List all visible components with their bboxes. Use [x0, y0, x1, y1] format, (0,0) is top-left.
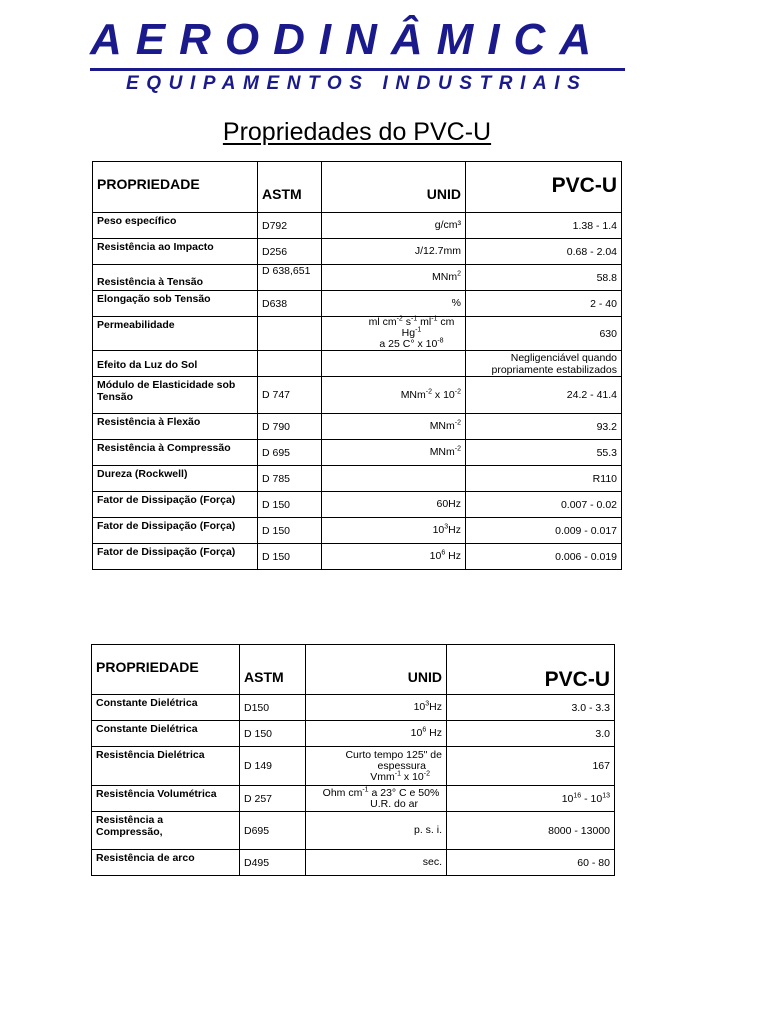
table-row — [92, 721, 615, 747]
prop-cell: Resistência à Tensão — [93, 265, 258, 291]
unid-cell: MNm$^{-2}$ — [322, 440, 466, 466]
prop-cell: Fator de Dissipação (Força) — [93, 518, 258, 544]
brand-rule — [90, 68, 625, 71]
unid-cell: ml $cm^{-2}$ $s^{-1}$ $ml^{-1}$ cm $Hg^{-1}$ a 25 C° x $10^{-8}$ — [322, 317, 466, 351]
value-cell: 0.009 - 0.017 — [466, 518, 622, 544]
astm-cell — [258, 351, 322, 377]
table-row — [93, 544, 622, 570]
prop-cell: Resistência de arco — [92, 850, 240, 876]
prop-cell: Fator de Dissipação (Força) — [93, 544, 258, 570]
table-row — [93, 265, 622, 291]
value-cell: 8000 - 13000 — [447, 812, 615, 850]
astm-cell: D256 — [258, 239, 322, 265]
unid-cell: 60Hz — [322, 492, 466, 518]
header-astm: ASTM — [258, 162, 322, 213]
prop-cell: Resistência a Compressão, — [92, 812, 240, 850]
astm-cell: D 150 — [258, 518, 322, 544]
astm-cell: D 695 — [258, 440, 322, 466]
table-header-row — [92, 645, 615, 695]
astm-cell: D 150 — [258, 492, 322, 518]
properties-table-1 — [92, 161, 622, 570]
prop-cell: Elongação sob Tensão — [93, 291, 258, 317]
value-cell: 0.006 - 0.019 — [466, 544, 622, 570]
astm-cell: D695 — [240, 812, 306, 850]
table-header-row — [93, 162, 622, 213]
value-cell: 2 - 40 — [466, 291, 622, 317]
unid-cell: p. s. i. — [306, 812, 447, 850]
value-cell: 1.38 - 1.4 — [466, 213, 622, 239]
value-cell: 0.007 - 0.02 — [466, 492, 622, 518]
table-row — [93, 377, 622, 414]
table-row — [92, 695, 615, 721]
value-cell: R110 — [466, 466, 622, 492]
table-row — [93, 239, 622, 265]
astm-cell: D495 — [240, 850, 306, 876]
value-cell: 167 — [447, 747, 615, 786]
table-row — [92, 786, 615, 812]
prop-cell: Resistência ao Impacto — [93, 239, 258, 265]
properties-table-2 — [91, 644, 615, 876]
table-row — [93, 440, 622, 466]
prop-cell: Peso específico — [93, 213, 258, 239]
astm-cell: D638 — [258, 291, 322, 317]
astm-cell: D 785 — [258, 466, 322, 492]
unid-cell: $10^3Hz$ — [322, 518, 466, 544]
unid-cell: $10^6$ Hz — [322, 544, 466, 570]
unid-cell: J/12.7mm — [322, 239, 466, 265]
prop-cell: Dureza (Rockwell) — [93, 466, 258, 492]
astm-cell: D 150 — [240, 721, 306, 747]
prop-cell: Permeabilidade — [93, 317, 258, 351]
unid-cell: MNm$^{-2}$ — [322, 414, 466, 440]
value-cell: 55.3 — [466, 440, 622, 466]
brand-title: AERODINÂMICA — [90, 15, 606, 64]
header-unid: UNID — [322, 162, 466, 213]
unid-cell: $10^3Hz$ — [306, 695, 447, 721]
prop-cell: Módulo de Elasticidade sob Tensão — [93, 377, 258, 414]
astm-cell: D 638,651 — [258, 265, 322, 291]
prop-cell: Resistência Volumétrica — [92, 786, 240, 812]
value-cell: $10^{16} - 10^{13}$ — [447, 786, 615, 812]
prop-cell: Constante Dielétrica — [92, 721, 240, 747]
astm-cell — [258, 317, 322, 351]
unid-cell: % — [322, 291, 466, 317]
unid-cell: MNm$^2$ — [322, 265, 466, 291]
table-row — [93, 351, 622, 377]
value-cell: 58.8 — [466, 265, 622, 291]
header-pvcu: PVC-U — [447, 645, 615, 695]
brand-subtitle: EQUIPAMENTOS INDUSTRIAIS — [126, 73, 588, 94]
unid-cell: Curto tempo 125" de espessura Vmm$^{-1}$ x $10^{-2}$ — [306, 747, 447, 786]
unid-cell: Ohm $cm^{-1}$ a 23° C e 50% U.R. do ar — [306, 786, 447, 812]
page-title — [0, 118, 714, 147]
unid-cell: sec. — [306, 850, 447, 876]
astm-cell: D 257 — [240, 786, 306, 812]
header-propriedade: PROPRIEDADE — [92, 645, 240, 695]
value-cell: 60 - 80 — [447, 850, 615, 876]
table-row — [93, 213, 622, 239]
astm-cell: D150 — [240, 695, 306, 721]
unid-cell: $10^6$ Hz — [306, 721, 447, 747]
astm-cell: D 747 — [258, 377, 322, 414]
header-propriedade: PROPRIEDADE — [93, 162, 258, 213]
value-cell: 93.2 — [466, 414, 622, 440]
prop-cell: Fator de Dissipação (Força) — [93, 492, 258, 518]
astm-cell: D792 — [258, 213, 322, 239]
table-row — [93, 291, 622, 317]
prop-cell: Resistência à Compressão — [93, 440, 258, 466]
value-cell: 3.0 — [447, 721, 615, 747]
table-row — [93, 466, 622, 492]
brand-header — [90, 14, 625, 95]
value-cell: 3.0 - 3.3 — [447, 695, 615, 721]
prop-cell: Constante Dielétrica — [92, 695, 240, 721]
table-row — [93, 518, 622, 544]
unid-cell: MNm$^{-2}$ x $10^{-2}$ — [322, 377, 466, 414]
unid-cell — [322, 466, 466, 492]
header-pvcu: PVC-U — [466, 162, 622, 213]
value-cell: 0.68 - 2.04 — [466, 239, 622, 265]
unid-cell — [322, 351, 466, 377]
table-row — [93, 414, 622, 440]
astm-cell: D 150 — [258, 544, 322, 570]
prop-cell: Efeito da Luz do Sol — [93, 351, 258, 377]
astm-cell: D 790 — [258, 414, 322, 440]
table-row — [92, 850, 615, 876]
prop-cell: Resistência à Flexão — [93, 414, 258, 440]
value-cell: Negligenciável quando propriamente estabilizados — [466, 351, 622, 377]
header-astm: ASTM — [240, 645, 306, 695]
table-row — [93, 492, 622, 518]
astm-cell: D 149 — [240, 747, 306, 786]
value-cell: 630 — [466, 317, 622, 351]
table-row — [92, 747, 615, 786]
value-cell: 24.2 - 41.4 — [466, 377, 622, 414]
prop-cell: Resistência Dielétrica — [92, 747, 240, 786]
table-row — [93, 317, 622, 351]
header-unid: UNID — [306, 645, 447, 695]
unid-cell: g/cm³ — [322, 213, 466, 239]
table-row — [92, 812, 615, 850]
page-title-text: Propriedades do PVC-U — [222, 118, 492, 146]
